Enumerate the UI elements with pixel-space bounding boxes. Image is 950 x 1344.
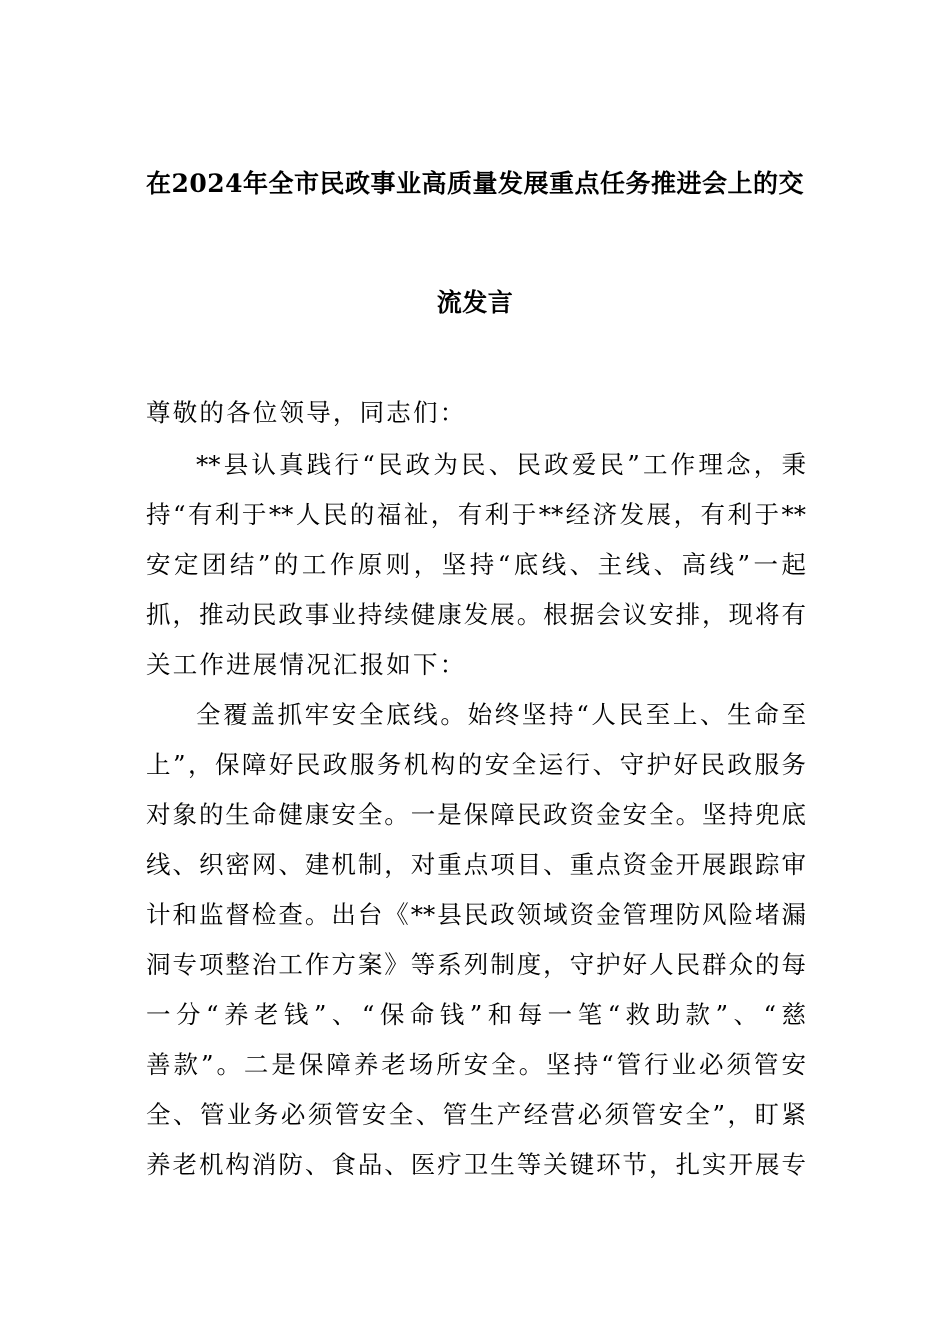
paragraph-1-line: 关工作进展情况汇报如下： [146,650,467,679]
paragraph-2-line: 一分“养老钱”、“保命钱”和每一笔“救助款”、“慈 [146,1000,806,1029]
salutation: 尊敬的各位领导，同志们： [146,398,467,427]
paragraph-2-line: 上”，保障好民政服务机构的安全运行、守护好民政服务 [146,750,806,779]
paragraph-1-line: 持“有利于**人民的福祉，有利于**经济发展，有利于** [146,500,806,529]
paragraph-2-line: 养老机构消防、食品、医疗卫生等关键环节，扎实开展专 [146,1150,806,1179]
paragraph-1-line: 抓，推动民政事业持续健康发展。根据会议安排，现将有 [146,600,806,629]
paragraph-2-line: 线、织密网、建机制，对重点项目、重点资金开展跟踪审 [146,850,806,879]
document-title-line-2: 流发言 [436,288,514,317]
paragraph-2-line: 对象的生命健康安全。一是保障民政资金安全。坚持兜底 [146,800,806,829]
paragraph-2-line: 全、管业务必须管安全、管生产经营必须管安全”，盯紧 [146,1100,806,1129]
paragraph-2-line: 洞专项整治工作方案》等系列制度，守护好人民群众的每 [146,950,806,979]
paragraph-2-line: 计和监督检查。出台《**县民政领域资金管理防风险堵漏 [146,900,806,929]
paragraph-1-line: **县认真践行“民政为民、民政爱民”工作理念，秉 [196,450,806,479]
paragraph-1-line: 安定团结”的工作原则，坚持“底线、主线、高线”一起 [146,550,806,579]
document-title-line-1: 在2024年全市民政事业高质量发展重点任务推进会上的交 [145,169,805,198]
paragraph-2-line: 善款”。二是保障养老场所安全。坚持“管行业必须管安 [146,1050,806,1079]
paragraph-2-line: 全覆盖抓牢安全底线。始终坚持“人民至上、生命至 [196,700,806,729]
